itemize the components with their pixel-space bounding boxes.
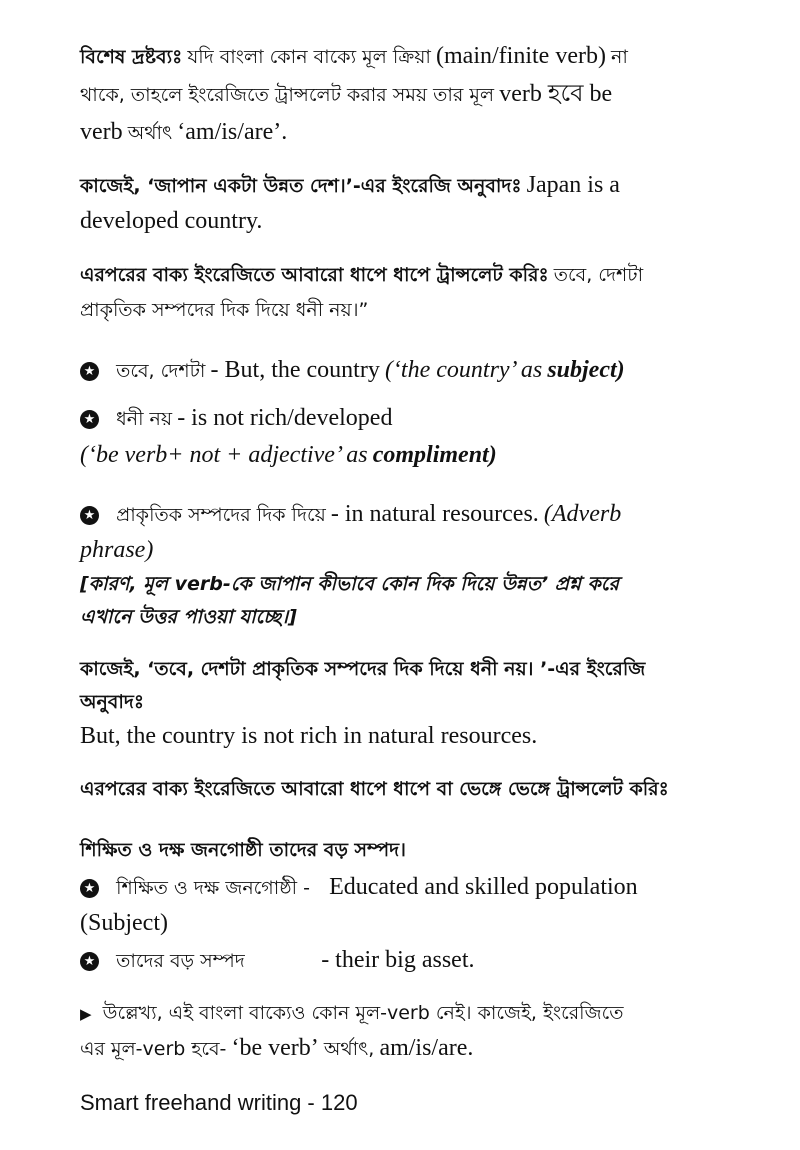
special-note-line2: থাকে, তাহলে ইংরেজিতে ট্রান্সলেট করার সময় তার মূল bbox=[80, 84, 495, 106]
item-2-bn: ধনী নয় bbox=[116, 408, 173, 430]
breakdown-item-2 bbox=[80, 400, 720, 474]
breakdown-item-1 bbox=[80, 352, 720, 390]
sentence-3-item-1-en-cont: (Subject) bbox=[80, 910, 168, 936]
next-sentence-1 bbox=[80, 258, 720, 328]
item-2-note: (‘be verb+ not + adjective’ as bbox=[80, 442, 368, 468]
special-note-line3-en: verb bbox=[80, 119, 123, 145]
item-2-en: - is not rich/developed bbox=[177, 405, 393, 431]
special-note-en: (main/finite verb) bbox=[436, 43, 606, 69]
item-1-en: - But, the country bbox=[210, 357, 380, 383]
item-3-reason: [কারণ, মূল verb-কে জাপান কীভাবে কোন দিক দিয়ে উন্নত’ প্রশ্ন করে bbox=[80, 573, 619, 595]
item-3-note-cont: phrase) bbox=[80, 537, 154, 563]
item-1-bn: তবে, দেশটা bbox=[116, 360, 206, 382]
note-2-line1: উল্লেখ্য, এই বাংলা বাক্যেও কোন মূল-verb নেই। কাজেই, ইংরেজিতে bbox=[102, 1002, 624, 1024]
page-footer: Smart freehand writing - 120 bbox=[80, 1090, 358, 1115]
sentence-3-item-2-bn: তাদের বড় সম্পদ bbox=[116, 950, 245, 972]
special-note-line2-en: verb হবে be bbox=[499, 81, 613, 107]
example-translation-1 bbox=[80, 168, 720, 240]
note-2 bbox=[80, 996, 720, 1067]
example-1-en-cont: developed country. bbox=[80, 208, 263, 234]
example-2-en: But, the country is not rich in natural resources. bbox=[80, 723, 538, 749]
breakdown-item-3 bbox=[80, 496, 720, 634]
next-1-line1: এরপরের বাক্য ইংরেজিতে আবারো ধাপে ধাপে ট্রান্সলেট করিঃ bbox=[80, 264, 549, 286]
star-icon: ★ bbox=[80, 952, 99, 971]
next-1-line2: প্রাকৃতিক সম্পদের দিক দিয়ে ধনী নয়।” bbox=[80, 299, 369, 321]
example-1-en: Japan is a bbox=[526, 172, 620, 198]
star-icon: ★ bbox=[80, 410, 99, 429]
triangle-bullet-icon: ▶ bbox=[80, 1005, 92, 1023]
sentence-3 bbox=[80, 832, 720, 981]
special-note-end: না bbox=[611, 46, 628, 68]
item-1-note-bold: subject) bbox=[547, 357, 625, 383]
star-icon: ★ bbox=[80, 879, 99, 898]
note-2-line2-en: ‘be verb’ bbox=[231, 1035, 319, 1061]
item-2-note-bold: compliment) bbox=[372, 442, 497, 468]
item-3-reason-cont: এখানে উত্তর পাওয়া যাচ্ছে।] bbox=[80, 606, 297, 628]
item-3-bn: প্রাকৃতিক সম্পদের দিক দিয়ে bbox=[116, 504, 326, 526]
sentence-3-item-1-en: Educated and skilled population bbox=[329, 874, 638, 900]
note-2-line2-bn2: অর্থাৎ, bbox=[323, 1038, 375, 1060]
next-1-line1-end: তবে, দেশটা bbox=[553, 264, 644, 286]
note-2-line2-en2: am/is/are. bbox=[379, 1035, 474, 1061]
next-2-line1: এরপরের বাক্য ইংরেজিতে আবারো ধাপে ধাপে বা ভেঙ্গে ভেঙ্গে ট্রান্সলেট করিঃ bbox=[80, 778, 669, 800]
special-note-label: বিশেষ দ্রষ্টব্যঃ bbox=[80, 46, 183, 68]
item-3-note: (Adverb bbox=[543, 501, 622, 527]
item-1-note: (‘the country’ as bbox=[384, 357, 543, 383]
sentence-3-item-2-en: - their big asset. bbox=[321, 947, 475, 973]
next-sentence-2 bbox=[80, 772, 720, 807]
special-note-text: যদি বাংলা কোন বাক্যে মূল ক্রিয়া bbox=[187, 46, 431, 68]
sentence-3-bn: শিক্ষিত ও দক্ষ জনগোষ্ঠী তাদের বড় সম্পদ। bbox=[80, 839, 406, 861]
example-2-bn-cont: অনুবাদঃ bbox=[80, 691, 144, 713]
star-icon: ★ bbox=[80, 362, 99, 381]
example-translation-2 bbox=[80, 652, 720, 756]
special-note-line3-bn: অর্থাৎ bbox=[127, 122, 173, 144]
item-3-en: - in natural resources. bbox=[330, 501, 539, 527]
star-icon: ★ bbox=[80, 506, 99, 525]
example-2-bn: কাজেই, ‘তবে, দেশটা প্রাকৃতিক সম্পদের দিক দিয়ে ধনী নয়। ’-এর ইংরেজি bbox=[80, 658, 646, 680]
special-note-line3-en2: ‘am/is/are’. bbox=[177, 119, 288, 145]
note-2-line2-bn: এর মূল-verb হবে- bbox=[80, 1038, 227, 1060]
sentence-3-item-1-bn: শিক্ষিত ও দক্ষ জনগোষ্ঠী - bbox=[116, 877, 310, 899]
special-note bbox=[80, 38, 720, 152]
example-1-bn: কাজেই, ‘জাপান একটা উন্নত দেশ।’-এর ইংরেজি অনুবাদঃ bbox=[80, 175, 522, 197]
